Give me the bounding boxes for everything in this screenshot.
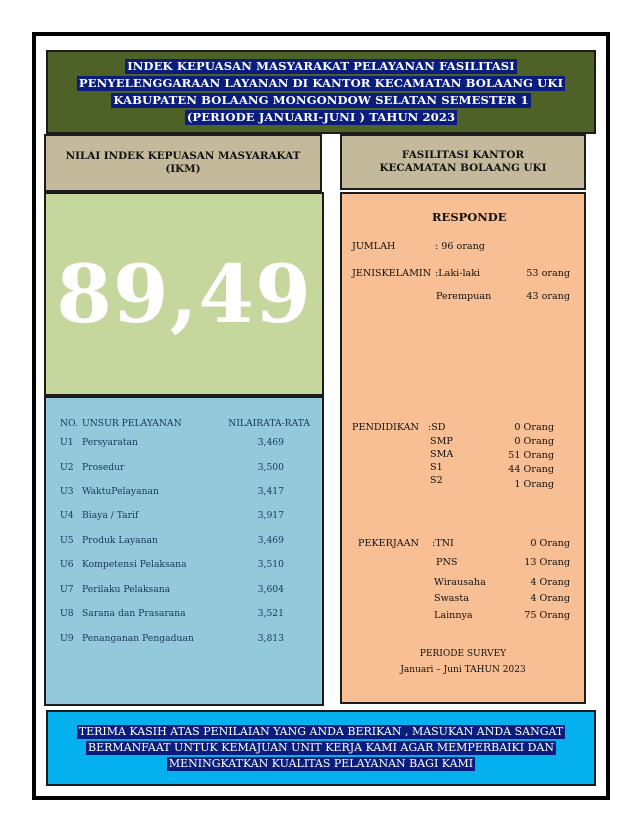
unsur-table-header <box>46 418 322 432</box>
table-row <box>46 633 322 647</box>
jumlah-label: JUMLAH <box>352 241 396 252</box>
male-value: 53 orang <box>526 268 570 279</box>
row-no: U7 <box>60 584 74 595</box>
job-item-value: 13 Orang <box>524 557 570 568</box>
table-row <box>46 462 322 476</box>
col-value: NILAIRATA-RATA <box>228 418 310 429</box>
row-name: Sarana dan Prasarana <box>82 608 186 619</box>
footer-line-3: MENINGKATKAN KUALITAS PELAYANAN BAGI KAMI <box>168 757 474 770</box>
row-name: WaktuPelayanan <box>82 486 159 497</box>
job-item-value: 4 Orang <box>530 593 570 604</box>
table-row <box>46 608 322 622</box>
ikm-title-line-1: NILAI INDEK KEPUASAN MASYARAKAT <box>65 150 301 162</box>
row-no: U3 <box>60 486 74 497</box>
responde-panel <box>340 192 586 704</box>
row-no: U1 <box>60 437 74 448</box>
jumlah-value: : 96 orang <box>435 241 485 252</box>
row-name: Persyaratan <box>82 437 138 448</box>
table-row <box>46 510 322 524</box>
job-item-label: Swasta <box>434 593 470 604</box>
poster-frame <box>32 32 610 800</box>
footer-line-2: BERMANFAAT UNTUK KEMAJUAN UNIT KERJA KAMI AGAR MEMPERBAIKI DAN <box>88 741 554 754</box>
edu-item-value: 51 Orang <box>508 450 554 461</box>
edu-label: PENDIDIKAN <box>352 422 419 433</box>
edu-item-value: 1 Orang <box>514 479 554 490</box>
edu-item-label: SMP <box>430 436 453 447</box>
male-label: :Laki-laki <box>435 268 481 279</box>
row-no: U8 <box>60 608 74 619</box>
header-line-4: (PERIODE JANUARI-JUNI ) TAHUN 2023 <box>186 110 456 124</box>
row-name: Kompetensi Pelaksana <box>82 559 187 570</box>
row-value: 3,417 <box>257 486 284 497</box>
responde-title: RESPONDE <box>432 210 507 224</box>
period-value: Januari – Juni TAHUN 2023 <box>400 665 526 675</box>
row-value: 3,469 <box>257 437 284 448</box>
gender-label: JENISKELAMIN <box>352 268 432 279</box>
table-row <box>46 437 322 451</box>
ikm-score: 89,49 <box>56 247 312 341</box>
facility-title-line-1: FASILITASI KANTOR <box>401 149 525 161</box>
table-row <box>46 584 322 598</box>
female-value: 43 orang <box>526 291 570 302</box>
col-no: NO. <box>60 418 78 429</box>
row-value: 3,917 <box>257 510 284 521</box>
job-item-label: Wirausaha <box>434 577 486 588</box>
job-item-label: Lainnya <box>434 610 473 621</box>
footer-line-1: TERIMA KASIH ATAS PENILAIAN YANG ANDA BERIKAN , MASUKAN ANDA SANGAT <box>78 725 564 738</box>
female-label: Perempuan <box>436 291 492 302</box>
job-label: PEKERJAAN <box>358 538 419 549</box>
edu-item-value: 44 Orang <box>508 464 554 475</box>
row-name: Penanganan Pengaduan <box>82 633 194 644</box>
row-name: Perilaku Pelaksana <box>82 584 171 595</box>
row-name: Produk Layanan <box>82 535 158 546</box>
row-value: 3,604 <box>257 584 284 595</box>
table-row <box>46 559 322 573</box>
row-no: U5 <box>60 535 74 546</box>
table-row <box>46 535 322 549</box>
row-no: U2 <box>60 462 74 473</box>
job-item-value: 4 Orang <box>530 577 570 588</box>
edu-item-value: 0 Orang <box>514 436 554 447</box>
unsur-panel <box>44 396 324 706</box>
row-no: U9 <box>60 633 74 644</box>
row-no: U4 <box>60 510 74 521</box>
facility-title-box <box>340 134 586 190</box>
table-row <box>46 486 322 500</box>
row-name: Biaya / Tarif <box>82 510 139 521</box>
poster-header <box>46 50 596 134</box>
row-value: 3,813 <box>257 633 284 644</box>
edu-item-value: 0 Orang <box>514 422 554 433</box>
facility-title-line-2: KECAMATAN BOLAANG UKI <box>379 162 547 174</box>
row-value: 3,510 <box>257 559 284 570</box>
header-line-2: PENYELENGGARAAN LAYANAN DI KANTOR KECAMATAN BOLAANG UKI <box>78 76 564 90</box>
header-line-3: KABUPATEN BOLAANG MONGONDOW SELATAN SEMESTER 1 <box>113 93 529 107</box>
thank-you-footer <box>46 710 596 786</box>
ikm-title-line-2: (IKM) <box>165 163 201 175</box>
edu-item-label: S2 <box>430 475 443 486</box>
ikm-title-box <box>44 134 322 192</box>
row-no: U6 <box>60 559 74 570</box>
header-line-1: INDEK KEPUASAN MASYARAKAT PELAYANAN FASILITASI <box>127 59 515 73</box>
job-item-value: 0 Orang <box>530 538 570 549</box>
edu-item-label: :SD <box>428 422 446 433</box>
job-item-label: :TNI <box>432 538 454 549</box>
ikm-score-panel <box>44 192 324 396</box>
edu-item-label: S1 <box>430 462 443 473</box>
period-title: PERIODE SURVEY <box>419 649 507 659</box>
row-value: 3,521 <box>257 608 284 619</box>
job-item-label: PNS <box>436 557 458 568</box>
job-item-value: 75 Orang <box>524 610 570 621</box>
row-value: 3,500 <box>257 462 284 473</box>
row-value: 3,469 <box>257 535 284 546</box>
edu-item-label: SMA <box>430 449 454 460</box>
col-name: UNSUR PELAYANAN <box>82 418 182 429</box>
row-name: Prosedur <box>82 462 125 473</box>
